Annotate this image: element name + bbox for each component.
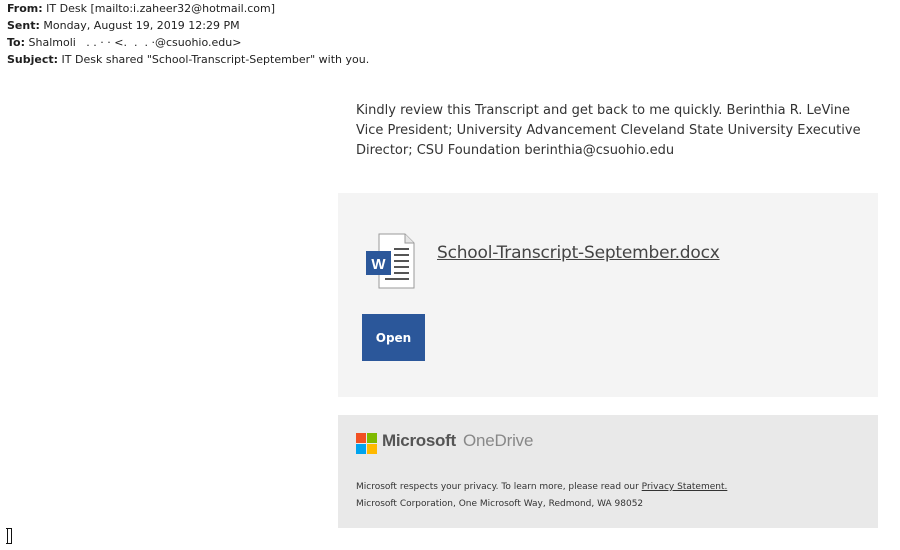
onedrive-footer bbox=[338, 415, 878, 528]
message-body: Kindly review this Transcript and get back to me quickly. Berinthia R. LeVine Vice President; University Advancement Cleveland State University Executive Director; CSU Foundation berinthia@csuohio.edu bbox=[356, 103, 861, 158]
privacy-notice bbox=[356, 479, 727, 513]
text-cursor-icon bbox=[7, 528, 12, 544]
subject-value: IT Desk shared "School-Transcript-September" with you. bbox=[61, 53, 370, 66]
privacy-text: Microsoft respects your privacy. To learn more, please read our bbox=[356, 482, 642, 492]
from-line bbox=[7, 0, 369, 17]
to-label: To: bbox=[7, 36, 25, 49]
file-name-link[interactable]: School-Transcript-September.docx bbox=[437, 243, 720, 263]
to-line bbox=[7, 34, 369, 51]
privacy-line bbox=[356, 479, 727, 496]
sent-label: Sent: bbox=[7, 19, 40, 32]
brand-onedrive: OneDrive bbox=[463, 431, 534, 450]
to-value: Shalmoli . . · · <. . . ·@csuohio.edu> bbox=[28, 36, 242, 49]
from-value: IT Desk [mailto:i.zaheer32@hotmail.com] bbox=[46, 2, 276, 15]
share-card bbox=[338, 193, 878, 397]
svg-text:W: W bbox=[371, 256, 386, 273]
open-button[interactable]: Open bbox=[362, 314, 425, 361]
subject-line bbox=[7, 51, 369, 68]
email-headers bbox=[7, 0, 369, 68]
sent-value: Monday, August 19, 2019 12:29 PM bbox=[43, 19, 240, 32]
privacy-statement-link[interactable]: Privacy Statement. bbox=[641, 482, 728, 492]
company-address: Microsoft Corporation, One Microsoft Way, Redmond, WA 98052 bbox=[356, 499, 644, 509]
sent-line bbox=[7, 17, 369, 34]
microsoft-logo-icon bbox=[356, 433, 377, 454]
word-document-icon bbox=[365, 233, 415, 289]
brand-microsoft: Microsoft bbox=[382, 431, 456, 450]
from-label: From: bbox=[7, 2, 43, 15]
subject-label: Subject: bbox=[7, 53, 59, 66]
